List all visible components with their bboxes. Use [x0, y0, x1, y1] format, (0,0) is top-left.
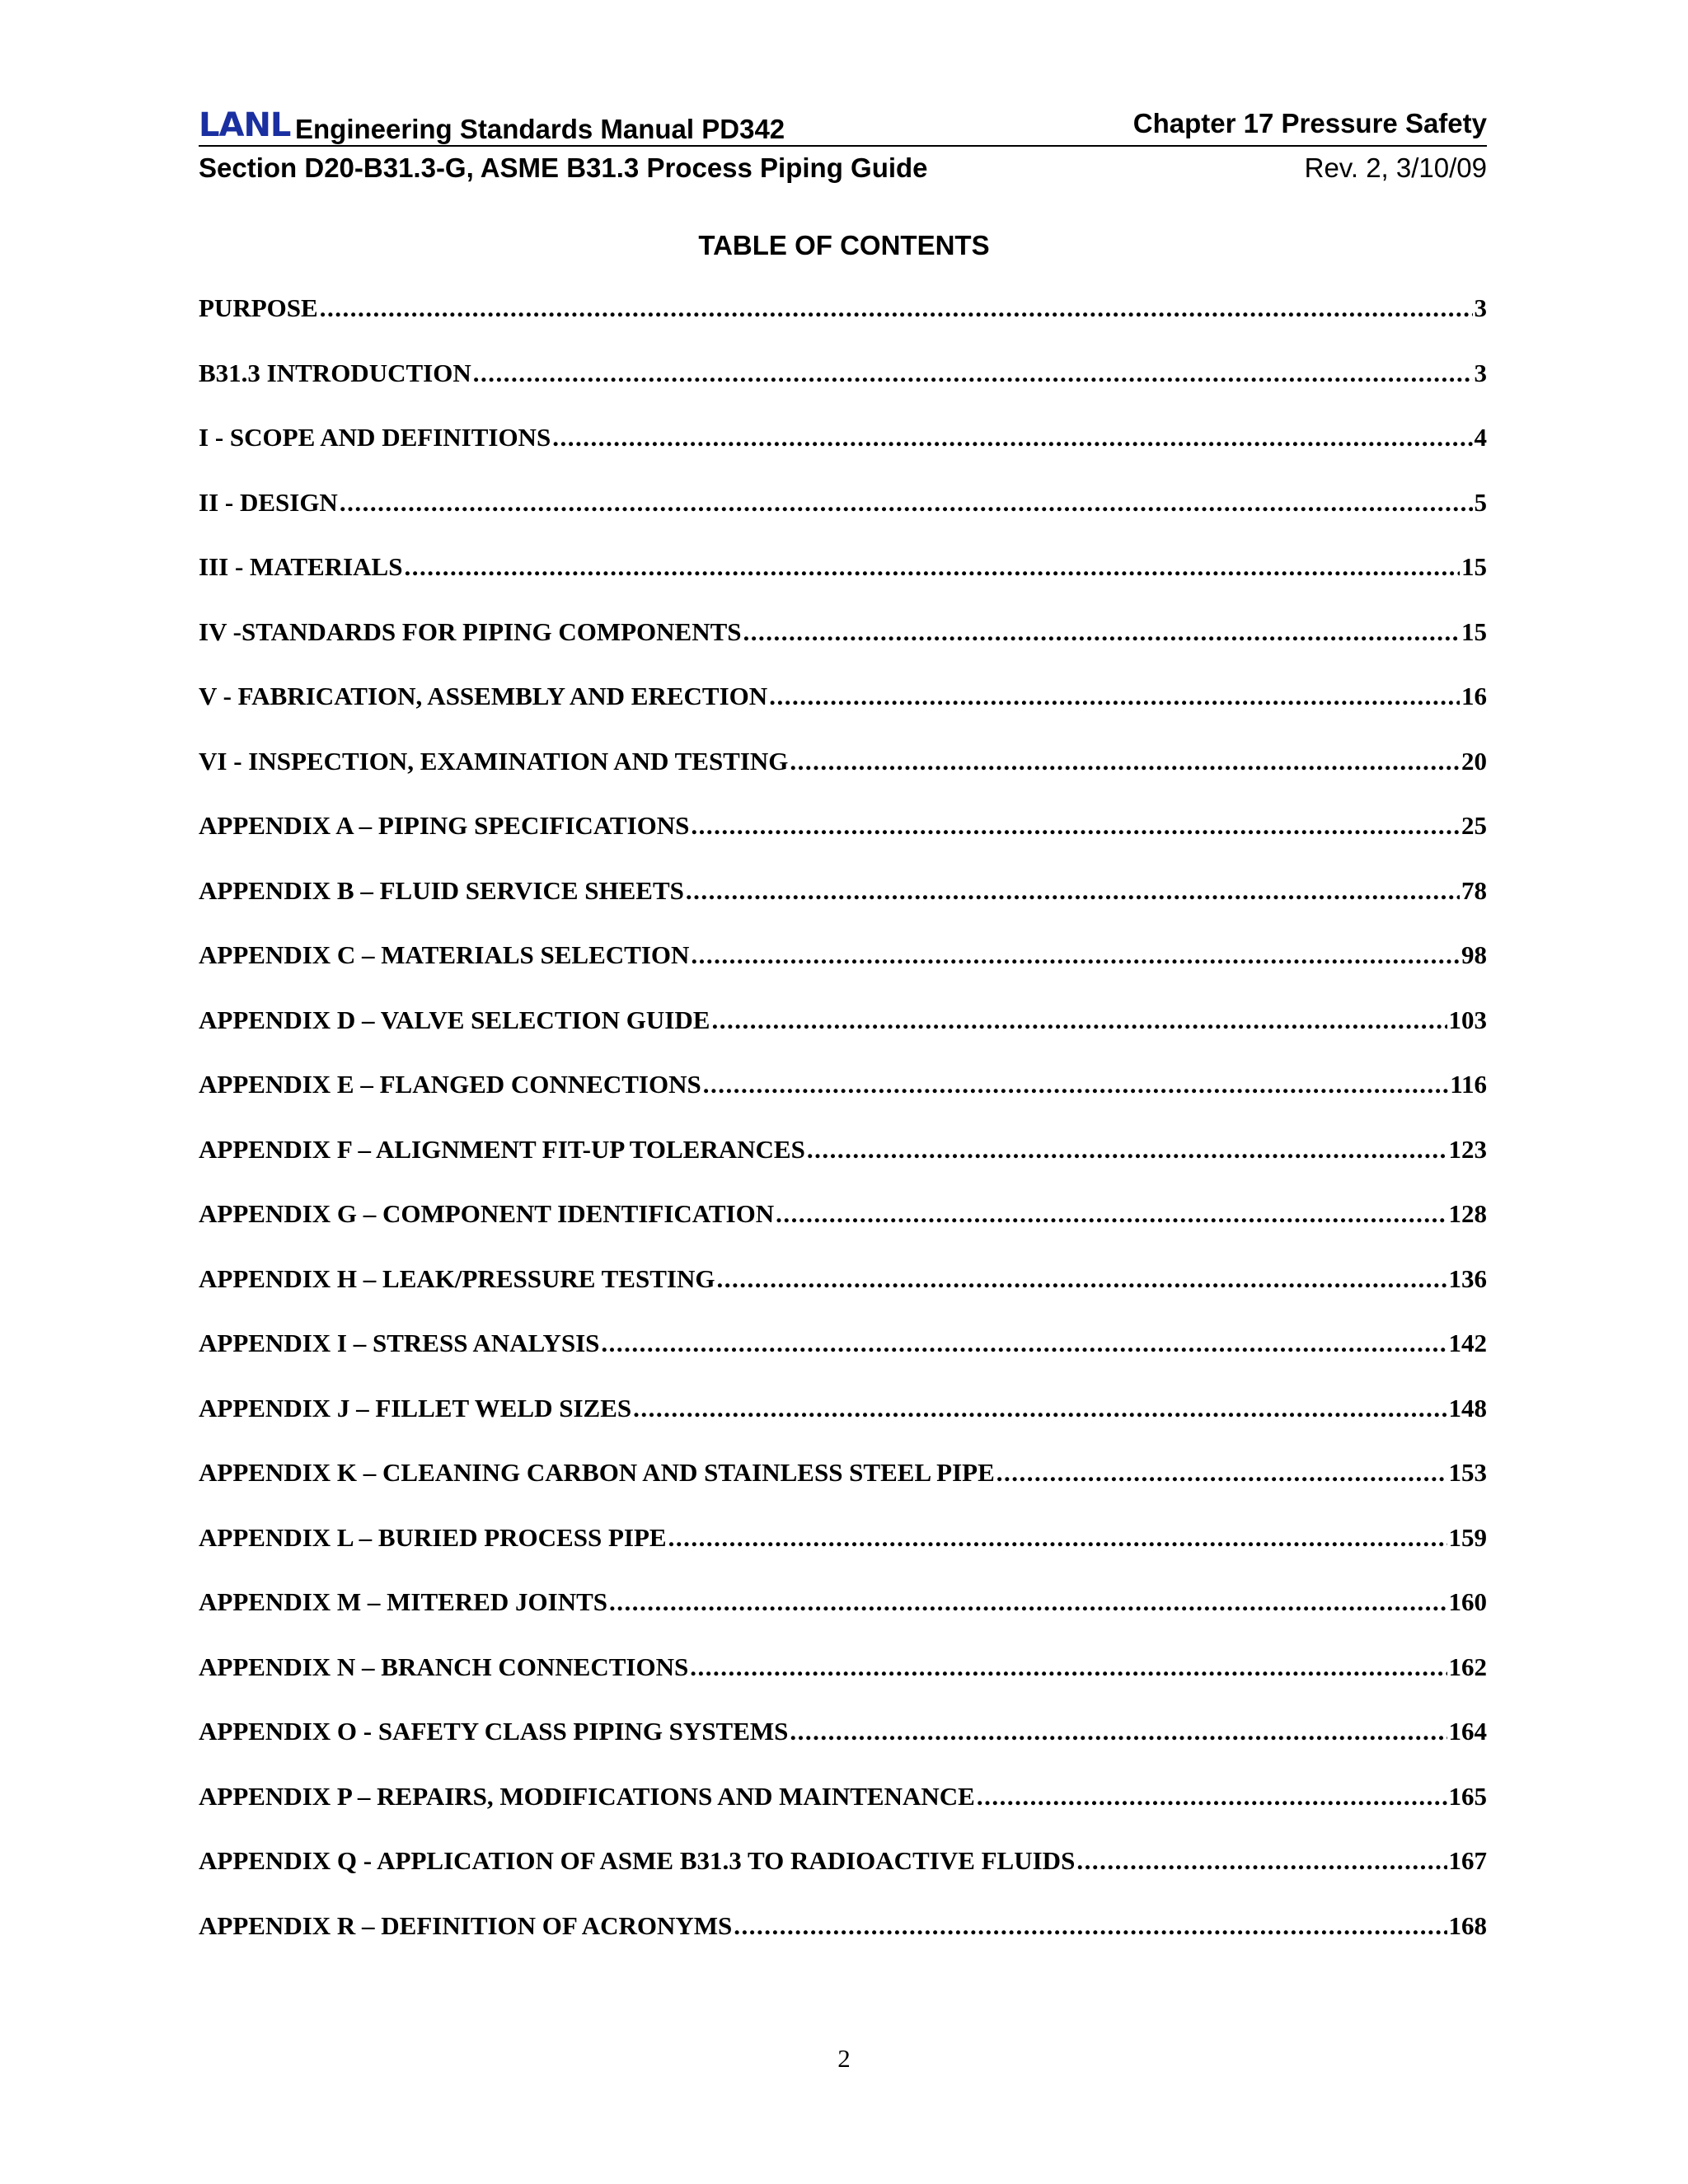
table-of-contents [199, 295, 1487, 1977]
toc-entry-label: APPENDIX Q - APPLICATION OF ASME B31.3 TO RADIOACTIVE FLUIDS [199, 1846, 1076, 1875]
toc-entry[interactable] [199, 683, 1487, 748]
toc-entry[interactable] [199, 1071, 1487, 1137]
toc-dot-leader [716, 1266, 1447, 1291]
toc-entry-label: B31.3 INTRODUCTION [199, 358, 471, 387]
toc-dot-leader [473, 360, 1473, 386]
toc-entry-label: APPENDIX I – STRESS ANALYSIS [199, 1329, 600, 1357]
toc-entry-page: 15 [1461, 552, 1487, 581]
toc-dot-leader [996, 1460, 1447, 1485]
toc-entry-label: APPENDIX C – MATERIALS SELECTION [199, 940, 690, 969]
toc-entry[interactable] [199, 942, 1487, 1007]
toc-entry-page: 3 [1474, 358, 1487, 387]
toc-entry-page: 103 [1448, 1005, 1487, 1034]
toc-entry[interactable] [199, 1654, 1487, 1719]
toc-entry-label: APPENDIX E – FLANGED CONNECTIONS [199, 1070, 701, 1099]
toc-entry-page: 98 [1461, 940, 1487, 969]
toc-entry-label: APPENDIX P – REPAIRS, MODIFICATIONS AND MAINTENANCE [199, 1781, 975, 1811]
toc-entry-page: 3 [1474, 293, 1487, 322]
toc-entry-label: APPENDIX R – DEFINITION OF ACRONYMS [199, 1910, 733, 1940]
toc-entry[interactable] [199, 1718, 1487, 1783]
toc-entry[interactable] [199, 1330, 1487, 1395]
toc-entry-label: APPENDIX F – ALIGNMENT FIT-UP TOLERANCES [199, 1134, 805, 1164]
toc-entry[interactable] [199, 554, 1487, 619]
toc-dot-leader [691, 942, 1460, 968]
header-top-row [199, 102, 1487, 147]
toc-dot-leader [711, 1007, 1447, 1033]
toc-entry-label: I - SCOPE AND DEFINITIONS [199, 423, 551, 452]
toc-entry-page: 142 [1448, 1329, 1487, 1357]
toc-dot-leader [790, 1718, 1447, 1744]
toc-entry[interactable] [199, 1848, 1487, 1913]
revision-label: Rev. 2, 3/10/09 [1304, 152, 1487, 183]
toc-entry-label: II - DESIGN [199, 487, 338, 517]
toc-entry[interactable] [199, 1783, 1487, 1849]
toc-entry[interactable] [199, 424, 1487, 490]
toc-entry[interactable] [199, 1522, 1487, 1590]
toc-dot-leader [320, 295, 1473, 321]
toc-entry[interactable] [199, 813, 1487, 878]
toc-entry-page: 167 [1448, 1846, 1487, 1875]
toc-entry[interactable] [199, 1910, 1487, 1978]
toc-dot-leader [404, 554, 1460, 579]
toc-heading: TABLE OF CONTENTS [698, 230, 990, 260]
toc-entry-label: V - FABRICATION, ASSEMBLY AND ERECTION [199, 682, 768, 710]
toc-dot-leader [686, 878, 1460, 903]
toc-dot-leader [703, 1071, 1448, 1097]
toc-entry-page: 162 [1448, 1652, 1487, 1681]
toc-entry[interactable] [199, 360, 1487, 425]
toc-dot-leader [1076, 1848, 1447, 1873]
toc-entry-page: 165 [1448, 1781, 1487, 1811]
toc-dot-leader [734, 1913, 1447, 1938]
toc-entry-label: APPENDIX N – BRANCH CONNECTIONS [199, 1652, 689, 1681]
toc-dot-leader [633, 1395, 1447, 1421]
toc-entry[interactable] [199, 487, 1487, 555]
toc-entry-label: PURPOSE [199, 293, 318, 322]
toc-dot-leader [977, 1783, 1447, 1809]
toc-entry-label: III - MATERIALS [199, 552, 403, 581]
toc-entry-label: APPENDIX L – BURIED PROCESS PIPE [199, 1522, 667, 1552]
toc-entry-label: IV -STANDARDS FOR PIPING COMPONENTS [199, 616, 742, 646]
toc-entry[interactable] [199, 1589, 1487, 1654]
toc-entry-label: APPENDIX A – PIPING SPECIFICATIONS [199, 811, 690, 840]
toc-entry-page: 136 [1448, 1263, 1487, 1293]
toc-entry-page: 159 [1448, 1522, 1487, 1552]
toc-dot-leader [668, 1525, 1447, 1550]
toc-entry[interactable] [199, 1134, 1487, 1202]
toc-entry[interactable] [199, 1201, 1487, 1266]
toc-dot-leader [769, 683, 1460, 709]
toc-entry-page: 164 [1448, 1717, 1487, 1746]
toc-entry-page: 116 [1450, 1070, 1487, 1099]
page-number: 2 [837, 2044, 851, 2073]
toc-entry-page: 168 [1448, 1910, 1487, 1940]
toc-entry[interactable] [199, 748, 1487, 813]
chapter-title: Chapter 17 Pressure Safety [1132, 108, 1487, 138]
toc-entry[interactable] [199, 295, 1487, 360]
toc-dot-leader [790, 748, 1460, 774]
section-title: Section D20-B31.3-G, ASME B31.3 Process Piping Guide [199, 152, 928, 183]
toc-entry-label: APPENDIX D – VALVE SELECTION GUIDE [199, 1005, 710, 1034]
lanl-logo: LANL [199, 106, 291, 144]
page-header [199, 102, 1487, 188]
toc-entry-label: APPENDIX O - SAFETY CLASS PIPING SYSTEMS [199, 1717, 789, 1746]
toc-entry-label: APPENDIX G – COMPONENT IDENTIFICATION [199, 1199, 775, 1228]
toc-entry[interactable] [199, 875, 1487, 943]
toc-dot-leader [609, 1589, 1447, 1615]
toc-dot-leader [601, 1330, 1447, 1356]
toc-entry[interactable] [199, 1007, 1487, 1072]
toc-dot-leader [807, 1137, 1447, 1162]
toc-entry-page: 20 [1461, 746, 1487, 776]
toc-entry[interactable] [199, 1263, 1487, 1331]
toc-entry[interactable] [199, 616, 1487, 684]
toc-entry-label: APPENDIX J – FILLET WELD SIZES [199, 1393, 632, 1422]
toc-entry-label: APPENDIX M – MITERED JOINTS [199, 1587, 608, 1616]
toc-entry-page: 4 [1474, 423, 1487, 452]
toc-entry[interactable] [199, 1460, 1487, 1525]
toc-entry-page: 25 [1461, 811, 1487, 840]
toc-dot-leader [552, 424, 1472, 450]
toc-dot-leader [340, 490, 1473, 515]
toc-entry-page: 160 [1448, 1587, 1487, 1616]
toc-entry-page: 78 [1461, 875, 1487, 905]
manual-title: Engineering Standards Manual PD342 [295, 114, 785, 144]
toc-entry-page: 15 [1461, 616, 1487, 646]
toc-entry-label: APPENDIX H – LEAK/PRESSURE TESTING [199, 1263, 715, 1293]
toc-entry-page: 16 [1461, 682, 1487, 710]
toc-entry-page: 153 [1448, 1458, 1487, 1487]
toc-dot-leader [690, 1654, 1447, 1680]
toc-entry-page: 128 [1448, 1199, 1487, 1228]
toc-entry-page: 123 [1448, 1134, 1487, 1164]
toc-dot-leader [691, 813, 1460, 838]
toc-entry-page: 148 [1448, 1393, 1487, 1422]
toc-entry-label: VI - INSPECTION, EXAMINATION AND TESTING [199, 746, 789, 776]
toc-entry-label: APPENDIX K – CLEANING CARBON AND STAINLESS STEEL PIPE [199, 1458, 995, 1487]
toc-dot-leader [776, 1201, 1447, 1226]
toc-entry[interactable] [199, 1395, 1487, 1460]
toc-entry-page: 5 [1474, 487, 1487, 517]
toc-dot-leader [743, 619, 1460, 644]
header-bottom-row [199, 147, 1487, 188]
toc-entry-label: APPENDIX B – FLUID SERVICE SHEETS [199, 875, 684, 905]
